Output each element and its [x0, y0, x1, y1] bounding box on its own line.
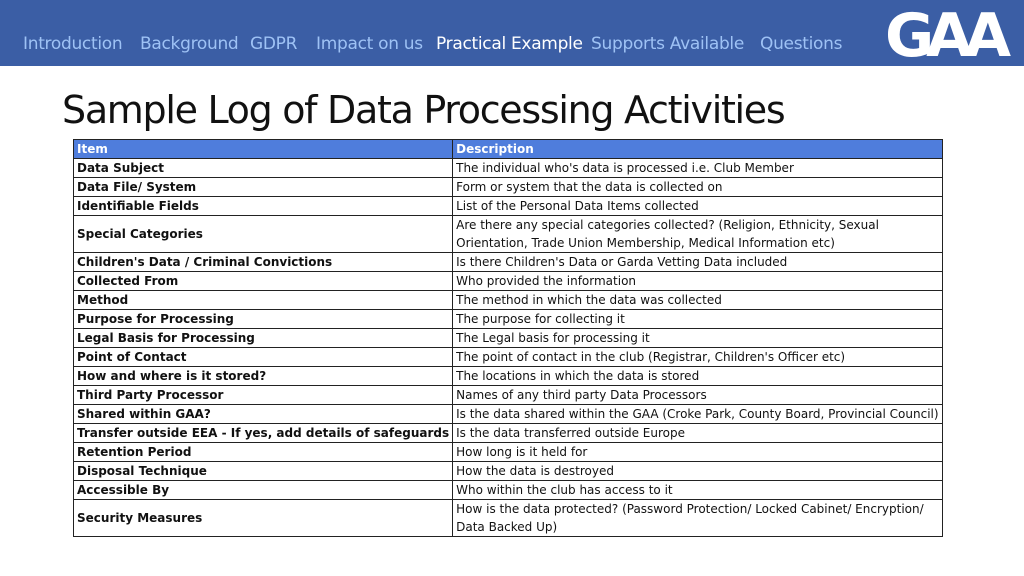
- table-row: [74, 367, 943, 386]
- table-row: [74, 216, 943, 253]
- row-description: Names of any third party Data Processors: [453, 386, 942, 405]
- row-item: Point of Contact: [74, 348, 453, 367]
- nav-supports-available[interactable]: Supports Available: [591, 34, 745, 54]
- row-item: Purpose for Processing: [74, 310, 453, 329]
- nav-introduction[interactable]: Introduction: [23, 34, 123, 54]
- table-row: [74, 462, 943, 481]
- row-item: Data Subject: [74, 159, 453, 178]
- row-item: Special Categories: [74, 216, 453, 253]
- nav-questions[interactable]: Questions: [760, 34, 843, 54]
- table-row: [74, 178, 943, 197]
- row-description: The purpose for collecting it: [453, 310, 942, 329]
- row-description: Is there Children's Data or Garda Vetting Data included: [453, 253, 942, 272]
- table-row: [74, 272, 943, 291]
- row-item: Accessible By: [74, 481, 453, 500]
- table-row: [74, 253, 943, 272]
- logo-lettering: GAA: [884, 2, 1004, 66]
- row-item: Legal Basis for Processing: [74, 329, 453, 348]
- row-description: The point of contact in the club (Registrar, Children's Officer etc): [453, 348, 942, 367]
- row-description: The individual who's data is processed i.e. Club Member: [453, 159, 942, 178]
- table-row: [74, 443, 943, 462]
- row-item: Security Measures: [74, 500, 453, 537]
- row-item: Third Party Processor: [74, 386, 453, 405]
- row-description: The method in which the data was collected: [453, 291, 942, 310]
- row-description: The Legal basis for processing it: [453, 329, 942, 348]
- row-description: How long is it held for: [453, 443, 942, 462]
- row-description: Form or system that the data is collected on: [453, 178, 942, 197]
- table-row: [74, 386, 943, 405]
- gaa-logo: [862, 2, 1024, 66]
- row-description: Who provided the information: [453, 272, 942, 291]
- row-item: Shared within GAA?: [74, 405, 453, 424]
- row-item: Children's Data / Criminal Convictions: [74, 253, 453, 272]
- row-item: Method: [74, 291, 453, 310]
- data-processing-log-table: [73, 139, 943, 537]
- row-description: How is the data protected? (Password Protection/ Locked Cabinet/ Encryption/ Data Backed Up): [453, 500, 942, 537]
- row-description: List of the Personal Data Items collected: [453, 197, 942, 216]
- header-item: Item: [74, 140, 453, 159]
- row-item: Disposal Technique: [74, 462, 453, 481]
- table-row: [74, 405, 943, 424]
- row-description: Is the data transferred outside Europe: [453, 424, 942, 443]
- table-row: [74, 424, 943, 443]
- table-row: [74, 197, 943, 216]
- row-description: The locations in which the data is stored: [453, 367, 942, 386]
- page-title: Sample Log of Data Processing Activities: [62, 88, 785, 132]
- row-description: How the data is destroyed: [453, 462, 942, 481]
- row-description: Is the data shared within the GAA (Croke Park, County Board, Provincial Council): [453, 405, 942, 424]
- row-item: How and where is it stored?: [74, 367, 453, 386]
- table-row: [74, 500, 943, 537]
- row-item: Identifiable Fields: [74, 197, 453, 216]
- gaa-logo-icon: [862, 2, 1024, 66]
- top-navigation-bar: [0, 0, 1024, 66]
- table-row: [74, 329, 943, 348]
- table-row: [74, 291, 943, 310]
- table-row: [74, 481, 943, 500]
- nav-background[interactable]: Background: [140, 34, 239, 54]
- table-row: [74, 348, 943, 367]
- nav-gdpr[interactable]: GDPR: [250, 34, 298, 54]
- row-description: Who within the club has access to it: [453, 481, 942, 500]
- row-item: Transfer outside EEA - If yes, add details of safeguards: [74, 424, 453, 443]
- table-row: [74, 159, 943, 178]
- nav-impact-on-us[interactable]: Impact on us: [316, 34, 423, 54]
- row-description: Are there any special categories collected? (Religion, Ethnicity, Sexual Orientation, Trade Union Membership, Medical Information etc): [453, 216, 942, 253]
- table-row: [74, 310, 943, 329]
- row-item: Retention Period: [74, 443, 453, 462]
- nav-practical-example[interactable]: Practical Example: [436, 34, 583, 54]
- row-item: Data File/ System: [74, 178, 453, 197]
- row-item: Collected From: [74, 272, 453, 291]
- header-description: Description: [453, 140, 942, 159]
- table-header-row: [74, 140, 943, 159]
